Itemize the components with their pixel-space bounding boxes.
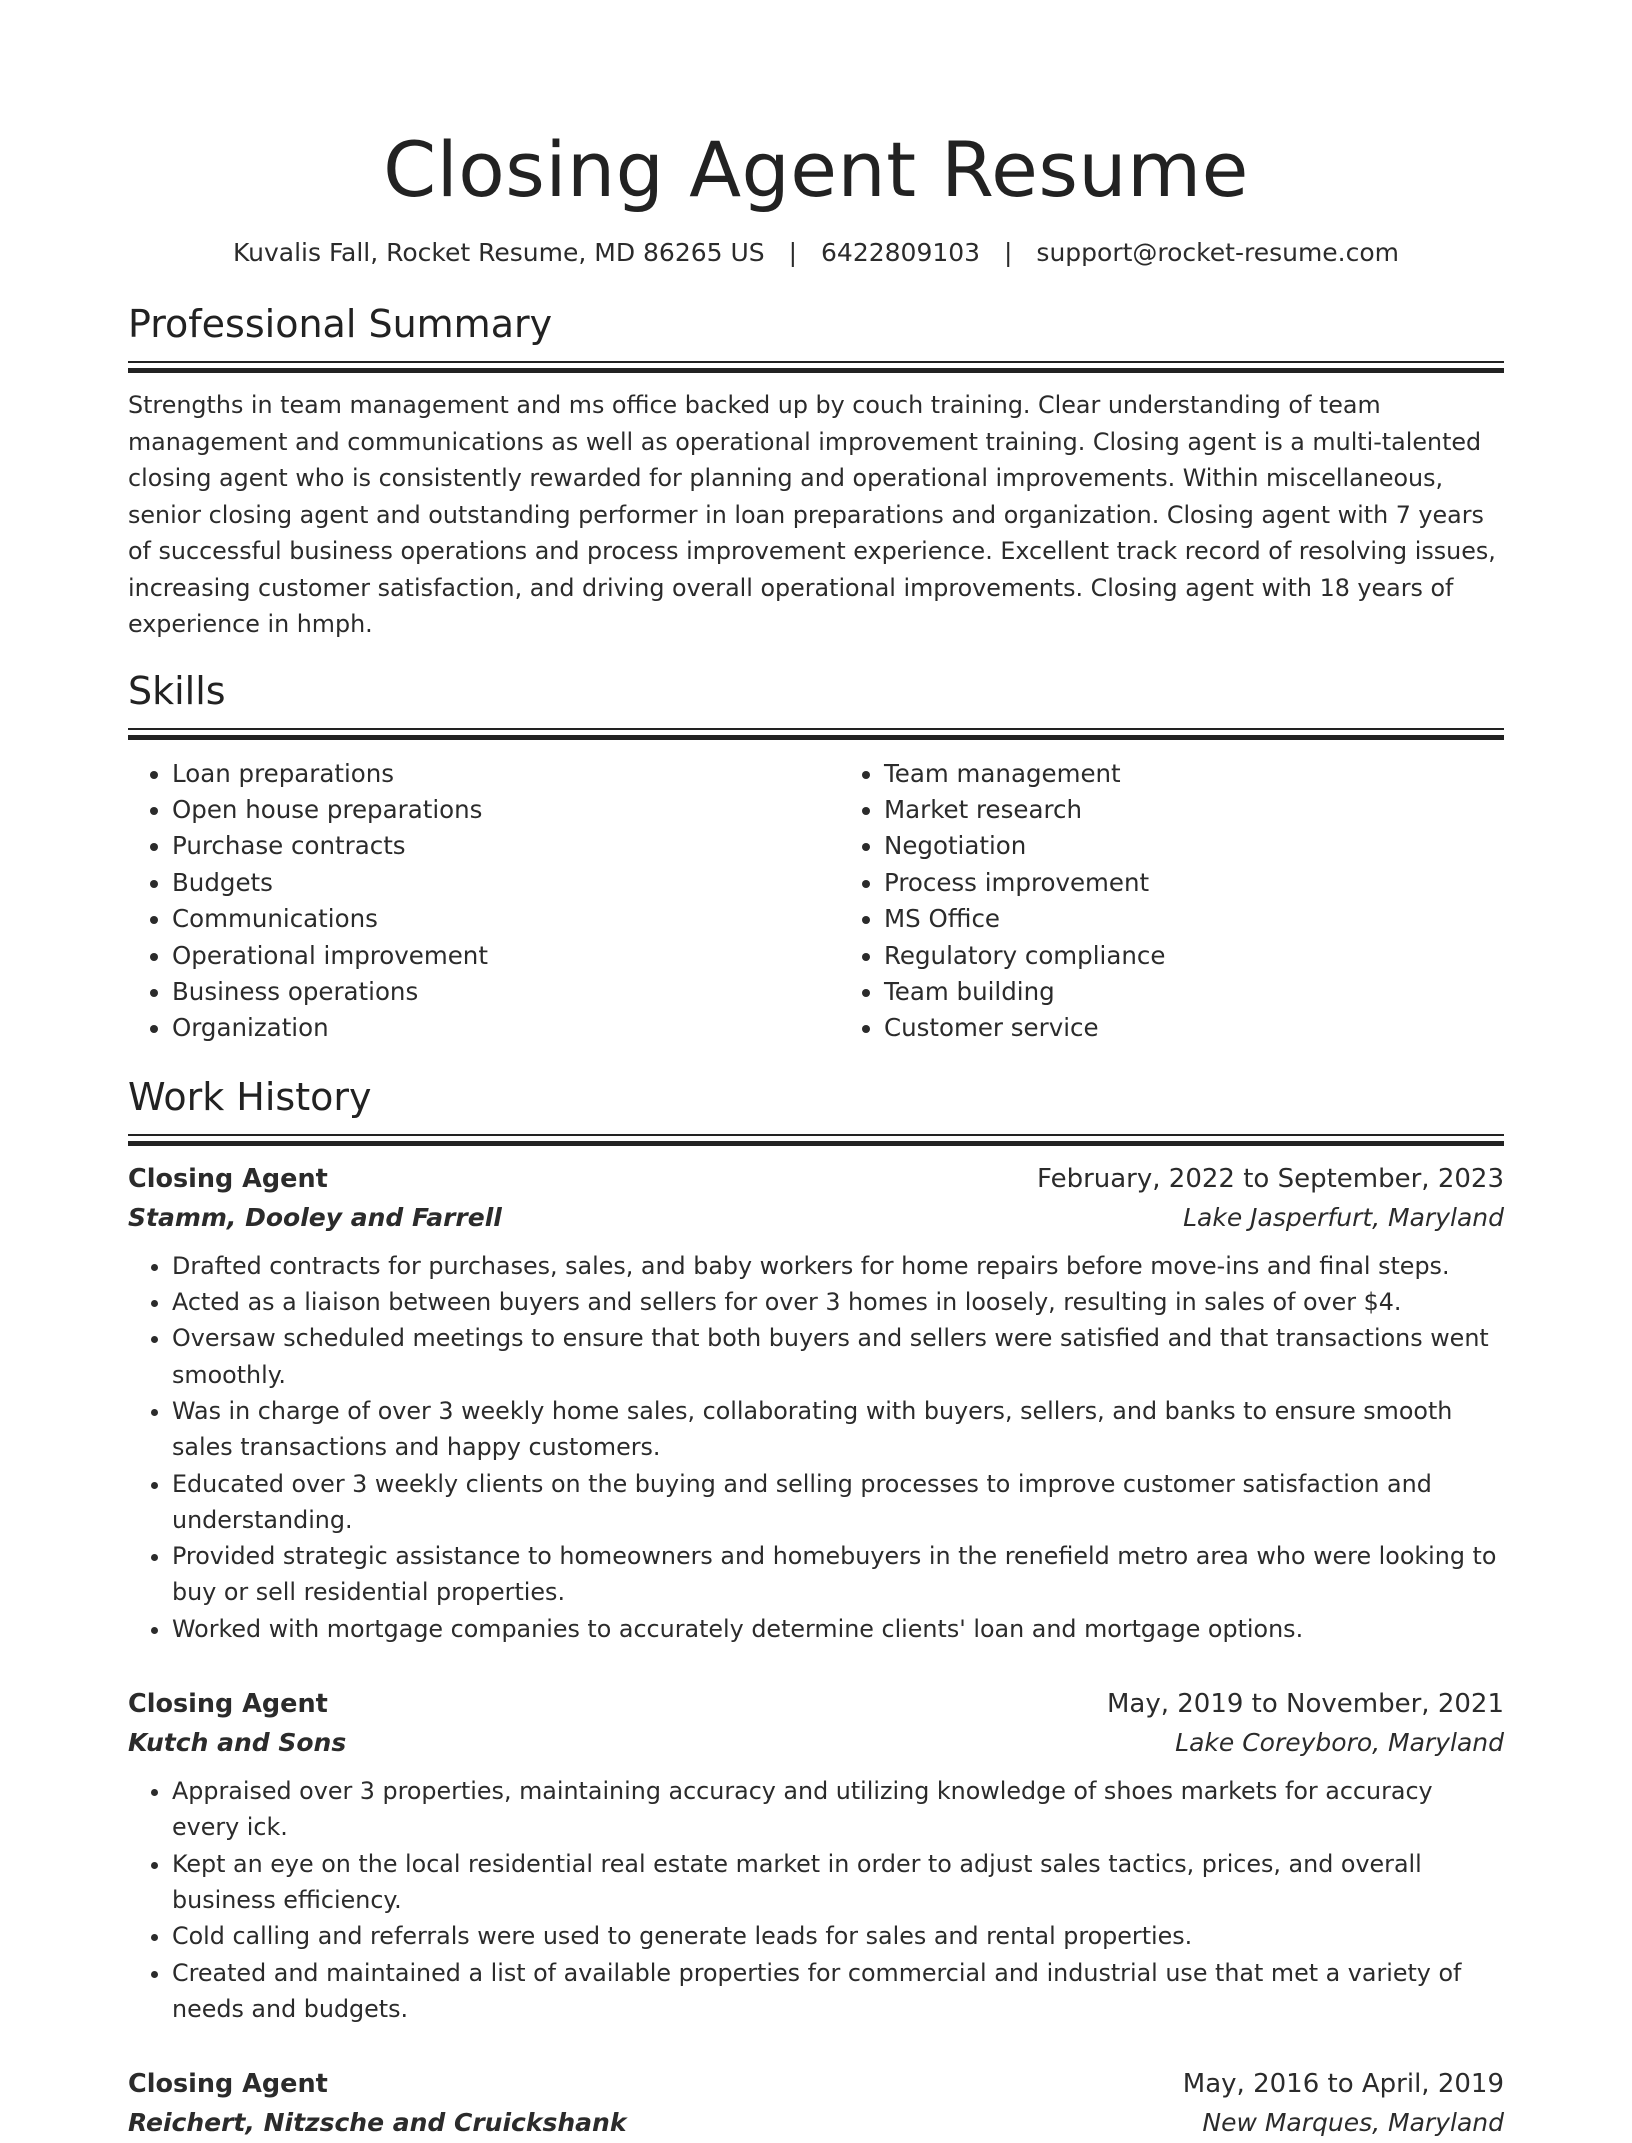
skill-item: • Business operations <box>172 974 806 1010</box>
job-bullet: • Created and maintained a list of available properties for commercial and industrial use that met a variety of needs and budgets. <box>172 1955 1504 2028</box>
job-location: Lake Jasperfurt, Maryland <box>1183 1202 1504 1232</box>
skill-item: • Process improvement <box>884 865 1484 901</box>
job-entry <box>128 1160 1504 1647</box>
skill-item: • Communications <box>172 901 806 937</box>
skills-list <box>128 756 1504 1047</box>
job-bullet: • Was in charge of over 3 weekly home sales, collaborating with buyers, sellers, and banks to ensure smooth sales transactions and happy customers. <box>172 1393 1504 1466</box>
job-dates: February, 2022 to September, 2023 <box>1037 1163 1504 1194</box>
resume-page <box>128 0 1504 2143</box>
job-subheader <box>128 1723 1504 1763</box>
skill-item: • Budgets <box>172 865 806 901</box>
job-dates: May, 2019 to November, 2021 <box>1106 1689 1504 1720</box>
skill-item: • Open house preparations <box>172 792 806 828</box>
job-header <box>128 1685 1504 1723</box>
job-title: Closing Agent <box>128 1689 328 1720</box>
summary-heading: Professional Summary <box>128 302 553 346</box>
contact-phone: 6422809103 <box>821 238 981 267</box>
job-bullet: • Kept an eye on the local residential real estate market in order to adjust sales tactics, prices, and overall business efficiency. <box>172 1846 1504 1919</box>
job-bullet: • Cold calling and referrals were used to generate leads for sales and rental properties. <box>172 1918 1504 1954</box>
job-entry <box>128 1685 1504 2027</box>
job-location: Lake Coreyboro, Maryland <box>1175 1728 1504 1758</box>
skills-column-left <box>128 756 806 1047</box>
section-divider <box>128 1134 1504 1146</box>
job-bullet: • Drafted contracts for purchases, sales, and baby workers for home repairs before move-ins and final steps. <box>172 1248 1504 1284</box>
skill-item: • Loan preparations <box>172 756 806 792</box>
skills-heading: Skills <box>128 668 226 713</box>
skill-item: • Organization <box>172 1010 806 1046</box>
job-company: Reichert, Nitzsche and Cruickshank <box>128 2108 627 2138</box>
job-title: Closing Agent <box>128 2069 328 2100</box>
job-location: New Marques, Maryland <box>1202 2108 1504 2138</box>
skill-item: • Regulatory compliance <box>884 938 1484 974</box>
job-bullet: • Worked with mortgage companies to accurately determine clients' loan and mortgage options. <box>172 1611 1504 1647</box>
job-bullets <box>128 1248 1504 1647</box>
skill-item: • Purchase contracts <box>172 828 806 864</box>
section-divider <box>128 728 1504 740</box>
contact-separator: | <box>788 238 798 267</box>
contact-separator: | <box>1004 238 1013 267</box>
job-subheader <box>128 1198 1504 1238</box>
job-bullet: • Provided strategic assistance to homeowners and homebuyers in the renefield metro area who were looking to buy or sell residential properties. <box>172 1538 1504 1611</box>
work-history-section <box>128 1073 1504 2143</box>
job-dates: May, 2016 to April, 2019 <box>1182 2069 1504 2100</box>
contact-line <box>128 236 1504 270</box>
skill-item: • Negotiation <box>884 828 1484 864</box>
skill-item: • Team management <box>884 756 1484 792</box>
job-bullet: • Appraised over 3 properties, maintaining accuracy and utilizing knowledge of shoes markets for accuracy every ick. <box>172 1773 1504 1846</box>
section-divider <box>128 361 1504 373</box>
skill-item: • Team building <box>884 974 1484 1010</box>
job-bullet: • Educated over 3 weekly clients on the buying and selling processes to improve customer satisfaction and understanding. <box>172 1466 1504 1539</box>
job-entry <box>128 2065 1504 2143</box>
skill-item: • Market research <box>884 792 1484 828</box>
job-bullet: • Oversaw scheduled meetings to ensure that both buyers and sellers were satisfied and that transactions went smoothly. <box>172 1320 1504 1393</box>
job-subheader <box>128 2103 1504 2143</box>
contact-email: support@rocket-resume.com <box>1036 238 1400 267</box>
skill-item: • Operational improvement <box>172 938 806 974</box>
job-bullet: • Acted as a liaison between buyers and sellers for over 3 homes in loosely, resulting in sales of over $4. <box>172 1284 1504 1320</box>
job-company: Stamm, Dooley and Farrell <box>128 1202 502 1232</box>
work-history-heading: Work History <box>128 1074 372 1119</box>
job-company: Kutch and Sons <box>128 1728 347 1758</box>
skill-item: • Customer service <box>884 1010 1484 1046</box>
contact-address: Kuvalis Fall, Rocket Resume, MD 86265 US <box>232 238 765 267</box>
summary-text: Strengths in team management and ms office backed up by couch training. Clear understanding of team management and communications as well as operational improvement training. Closing agent is a multi-talented closing agent who is consistently rewarded for planning and operational improvements. Within miscellaneous, senior closing agent and outstanding performer in loan preparations and organization. Closing agent with 7 years of successful business operations and process improvement experience. Excellent track record of resolving issues, increasing customer satisfaction, and driving overall operational improvements. Closing agent with 18 years of experience in hmph. <box>128 391 1496 638</box>
resume-title: Closing Agent Resume <box>383 125 1249 214</box>
job-bullets <box>128 1773 1504 2027</box>
job-header <box>128 2065 1504 2103</box>
skills-column-right <box>806 756 1484 1047</box>
job-header <box>128 1160 1504 1198</box>
skills-section <box>128 667 1504 1047</box>
skill-item: • MS Office <box>884 901 1484 937</box>
summary-section <box>128 300 1504 643</box>
job-title: Closing Agent <box>128 1163 328 1194</box>
